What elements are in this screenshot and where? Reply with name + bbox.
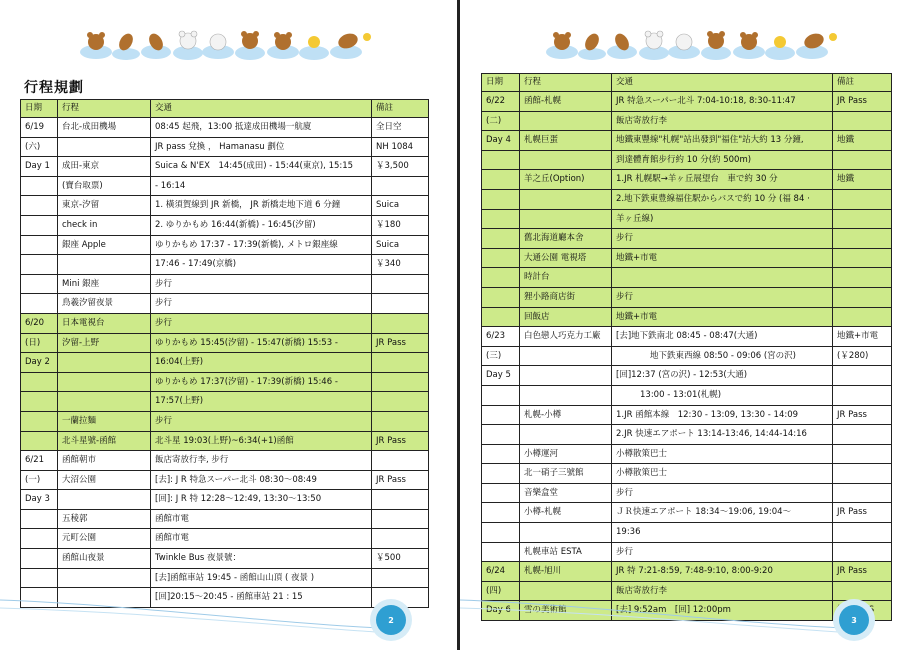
cell-notes: JR Pass [833, 405, 892, 425]
cell-notes: JR Pass [833, 92, 892, 112]
cell-date [21, 529, 58, 549]
cell-notes: ￥340 [372, 255, 429, 275]
cell-date [21, 392, 58, 412]
cell-itinerary: 狸小路商店街 [520, 287, 612, 307]
cell-transport: 步行 [612, 229, 833, 249]
cell-notes [372, 274, 429, 294]
cell-transport: 飯店寄放行李 [612, 111, 833, 131]
cell-date [482, 248, 520, 268]
cell-notes [833, 464, 892, 484]
cell-itinerary: 元町公園 [58, 529, 151, 549]
cell-transport: [回]: J R 特 12:28～12:49, 13:30～13:50 [151, 490, 372, 510]
cell-date [482, 150, 520, 170]
table-row [21, 137, 429, 157]
cell-date: Day 3 [21, 490, 58, 510]
cell-itinerary [58, 353, 151, 373]
cell-notes [833, 425, 892, 445]
cell-notes [372, 490, 429, 510]
header-transport: 交通 [612, 74, 833, 92]
header-notes: 備註 [372, 100, 429, 118]
cell-itinerary: 函館山夜景 [58, 549, 151, 569]
cell-transport: 13:00 - 13:01(札幌) [612, 385, 833, 405]
table-row [482, 385, 892, 405]
table-row [21, 255, 429, 275]
cell-itinerary: check in [58, 215, 151, 235]
cell-itinerary [520, 366, 612, 386]
table-row [21, 431, 429, 451]
cell-date [482, 189, 520, 209]
table-row [21, 157, 429, 177]
cell-transport: JR 特急スーパー北斗 7:04-10:18, 8:30-11:47 [612, 92, 833, 112]
cell-transport: 到達體育館步行約 10 分(約 500m) [612, 150, 833, 170]
cell-itinerary: 銀座 Apple [58, 235, 151, 255]
cell-notes [372, 353, 429, 373]
cell-transport: 16:04(上野) [151, 353, 372, 373]
cell-transport: 19:36 [612, 523, 833, 543]
cell-itinerary [520, 523, 612, 543]
cell-itinerary: 函館朝市 [58, 451, 151, 471]
cell-itinerary: (寶台取票) [58, 176, 151, 196]
page-number: 3 [839, 605, 869, 635]
cell-date: 6/20 [21, 313, 58, 333]
table-row [21, 294, 429, 314]
cell-itinerary [520, 209, 612, 229]
table-row [21, 529, 429, 549]
cell-notes: ￥180 [372, 215, 429, 235]
cell-date [482, 307, 520, 327]
cell-transport: [去]地下鉄南北 08:45 - 08:47(大通) [612, 327, 833, 347]
cell-notes [833, 209, 892, 229]
cell-date [21, 549, 58, 569]
cell-transport: 08:45 起飛，13:00 抵達成田機場一航廈 [151, 118, 372, 138]
cell-transport: ゆりかもめ 15:45(汐留) - 15:47(新橋) 15:53 - [151, 333, 372, 353]
cell-date [482, 268, 520, 288]
cell-transport: 地鐵東豐線"札幌"站出發到"福住"站大約 13 分鐘, [612, 131, 833, 151]
cell-transport: 2.地下鉄東豊線福住駅からバスで約 10 分 (福 84 · [612, 189, 833, 209]
cell-transport: - 16:14 [151, 176, 372, 196]
table-row [21, 470, 429, 490]
cell-itinerary: 鳥羲汐留夜景 [58, 294, 151, 314]
cell-transport: 2. ゆりかもめ 16:44(新橋) - 16:45(汐留) [151, 215, 372, 235]
cell-date: Day 2 [21, 353, 58, 373]
cell-transport: ＪＲ快速エアポート 18:34～19:06, 19:04～ [612, 503, 833, 523]
right-page [460, 0, 920, 650]
cell-notes: 全日空 [372, 118, 429, 138]
cell-transport: Twinkle Bus 夜景號： [151, 549, 372, 569]
table-header-row [482, 74, 892, 92]
cell-itinerary: 大沼公園 [58, 470, 151, 490]
cell-itinerary: 雪の美術館 [520, 601, 612, 621]
table-row [482, 444, 892, 464]
cell-itinerary: 台北-成田機場 [58, 118, 151, 138]
cell-notes [833, 229, 892, 249]
cell-date [21, 215, 58, 235]
cell-transport: 17:57(上野) [151, 392, 372, 412]
cell-itinerary [58, 137, 151, 157]
cell-date: (三) [482, 346, 520, 366]
table-row [482, 366, 892, 386]
cell-transport: JR pass 兌換 ， Hamanasu 劃位 [151, 137, 372, 157]
table-row [482, 405, 892, 425]
cell-date: (六) [21, 137, 58, 157]
cell-notes [833, 189, 892, 209]
cell-itinerary: 東京-汐留 [58, 196, 151, 216]
cell-date [21, 431, 58, 451]
cell-itinerary: 羊之丘(Option) [520, 170, 612, 190]
table-row [21, 196, 429, 216]
cell-date [482, 425, 520, 445]
cell-transport: 函館市電 [151, 529, 372, 549]
cell-transport: ゆりかもめ 17:37(汐留) - 17:39(新橋) 15:46 - [151, 372, 372, 392]
bear-clouds-decoration [544, 22, 844, 62]
cell-notes: 地鐵+市電 [833, 327, 892, 347]
cell-transport: 步行 [612, 287, 833, 307]
table-row [21, 333, 429, 353]
cell-date [482, 464, 520, 484]
cell-transport: JR 特 7:21-8:59, 7:48-9:10, 8:00-9:20 [612, 562, 833, 582]
table-row [482, 346, 892, 366]
cell-date [482, 542, 520, 562]
table-row [21, 176, 429, 196]
cell-notes [372, 372, 429, 392]
cell-notes: JR Pass [372, 333, 429, 353]
cell-date [21, 294, 58, 314]
cell-transport: 函館市電 [151, 509, 372, 529]
cell-transport: 1. 橫須賀線到 JR 新橋， JR 新橋走地下道 6 分鐘 [151, 196, 372, 216]
cell-date [21, 235, 58, 255]
cell-date [482, 523, 520, 543]
table-row [482, 248, 892, 268]
table-row [21, 509, 429, 529]
cell-transport: 步行 [151, 294, 372, 314]
cell-date [482, 483, 520, 503]
cell-transport: 1.JR 函館本線 12:30 - 13:09, 13:30 - 14:09 [612, 405, 833, 425]
cell-notes [833, 248, 892, 268]
table-header-row [21, 100, 429, 118]
cell-transport: 步行 [151, 411, 372, 431]
cell-notes [833, 307, 892, 327]
left-page [0, 0, 457, 650]
cell-itinerary: 成田-東京 [58, 157, 151, 177]
table-row [482, 92, 892, 112]
cell-transport: 步行 [612, 542, 833, 562]
cell-date: (日) [21, 333, 58, 353]
cell-notes: ￥500 [372, 549, 429, 569]
cell-date: 6/21 [21, 451, 58, 471]
cell-transport: 地鐵+市電 [612, 248, 833, 268]
table-row [21, 549, 429, 569]
cell-notes: Suica [372, 196, 429, 216]
cell-notes: 地鐵 [833, 131, 892, 151]
cell-itinerary [520, 150, 612, 170]
cell-date [21, 509, 58, 529]
cell-itinerary: 北斗星號-函館 [58, 431, 151, 451]
cell-date [21, 274, 58, 294]
itinerary-table-left [20, 99, 429, 608]
cell-itinerary: 一蘭拉麵 [58, 411, 151, 431]
cell-itinerary [58, 255, 151, 275]
table-row [21, 118, 429, 138]
table-row [482, 111, 892, 131]
cell-date [21, 196, 58, 216]
table-row [482, 483, 892, 503]
cell-itinerary: 回飯店 [520, 307, 612, 327]
cell-notes: JR Pass [833, 562, 892, 582]
table-row [21, 274, 429, 294]
cell-transport: Suica & N'EX 14:45(成田) - 15:44(東京), 15:15 [151, 157, 372, 177]
cell-date: 6/24 [482, 562, 520, 582]
cell-transport: [去] 9:52am [回] 12:00pm [612, 601, 833, 621]
cell-itinerary [520, 189, 612, 209]
cell-date [21, 255, 58, 275]
table-row [482, 307, 892, 327]
cell-date [482, 170, 520, 190]
cell-date: Day 1 [21, 157, 58, 177]
cell-notes [833, 385, 892, 405]
cell-date [482, 229, 520, 249]
cell-date [21, 176, 58, 196]
table-row [482, 229, 892, 249]
cell-transport: ゆりかもめ 17:37 - 17:39(新橋), メトロ銀座線 [151, 235, 372, 255]
cell-date [21, 372, 58, 392]
cell-date: (一) [21, 470, 58, 490]
cell-date [482, 444, 520, 464]
cell-date [482, 385, 520, 405]
cell-date: (四) [482, 581, 520, 601]
cell-notes [833, 150, 892, 170]
table-row [482, 464, 892, 484]
cell-notes [833, 366, 892, 386]
cell-date: 6/19 [21, 118, 58, 138]
cell-itinerary [58, 490, 151, 510]
page-heading: 行程規劃 [24, 80, 84, 96]
table-row [482, 327, 892, 347]
cell-transport: [去]函館車站 19:45 - 函館山山頂 ( 夜景 ) [151, 568, 372, 588]
cell-notes [372, 451, 429, 471]
cell-itinerary: 日本電視台 [58, 313, 151, 333]
cell-itinerary: 札幌車站 ESTA [520, 542, 612, 562]
cell-transport: [去]: J R 特急スーパー北斗 08:30～08:49 [151, 470, 372, 490]
bear-clouds-decoration [78, 22, 378, 62]
header-notes: 備註 [833, 74, 892, 92]
table-row [482, 209, 892, 229]
cell-date: Day 4 [482, 131, 520, 151]
cell-notes: NH 1084 [372, 137, 429, 157]
cell-transport: 步行 [151, 313, 372, 333]
cell-date: Day 5 [482, 366, 520, 386]
cell-notes [833, 111, 892, 131]
cell-itinerary: 音樂盒堂 [520, 483, 612, 503]
cell-itinerary: 札幌-旭川 [520, 562, 612, 582]
cell-itinerary: 札幌-小樽 [520, 405, 612, 425]
table-row [21, 353, 429, 373]
cell-transport: 飯店寄放行李 [612, 581, 833, 601]
cell-itinerary: Mini 銀座 [58, 274, 151, 294]
cell-transport: 小樽散策巴士 [612, 444, 833, 464]
page-number-badge [370, 599, 412, 641]
cell-notes [833, 268, 892, 288]
header-itinerary: 行程 [520, 74, 612, 92]
cell-itinerary [58, 392, 151, 412]
cell-notes: Suica [372, 235, 429, 255]
cell-date: 6/22 [482, 92, 520, 112]
table-row [482, 131, 892, 151]
cell-notes [833, 287, 892, 307]
cell-itinerary: 舊北海道廳本舍 [520, 229, 612, 249]
header-date: 日期 [482, 74, 520, 92]
cell-transport: 小樽散策巴士 [612, 464, 833, 484]
cell-transport: 北斗星 19:03(上野)~6:34(+1)函館 [151, 431, 372, 451]
cell-date: 6/23 [482, 327, 520, 347]
cell-itinerary [520, 385, 612, 405]
cell-notes: JR Pass [372, 431, 429, 451]
cell-transport: [回]20:15～20:45 - 函館車站 21 : 15 [151, 588, 372, 608]
cell-notes: (￥280) [833, 346, 892, 366]
table-row [21, 313, 429, 333]
cell-transport [612, 268, 833, 288]
cell-transport: 步行 [612, 483, 833, 503]
cell-itinerary [520, 346, 612, 366]
cell-itinerary: 時計台 [520, 268, 612, 288]
cell-notes [372, 313, 429, 333]
table-row [482, 287, 892, 307]
cell-transport: 17:46 - 17:49(京橋) [151, 255, 372, 275]
cell-itinerary: 小樽-札幌 [520, 503, 612, 523]
page-number: 2 [376, 605, 406, 635]
cell-notes [833, 523, 892, 543]
table-row [21, 372, 429, 392]
table-row [21, 411, 429, 431]
cell-notes [833, 542, 892, 562]
itinerary-table-right [481, 73, 892, 621]
page-number-badge [833, 599, 875, 641]
cell-transport: 地下鉄東西線 08:50 - 09:06 (宮の沢) [612, 346, 833, 366]
table-row [21, 215, 429, 235]
table-row [21, 235, 429, 255]
cell-notes [833, 483, 892, 503]
table-row [482, 150, 892, 170]
cell-notes: JR Pass [372, 470, 429, 490]
cell-transport: 地鐵+市電 [612, 307, 833, 327]
cell-itinerary [58, 372, 151, 392]
cell-notes [833, 444, 892, 464]
cell-transport: [回]12:37 (宮の沢) - 12:53(大通) [612, 366, 833, 386]
table-row [21, 392, 429, 412]
cell-date [482, 405, 520, 425]
cell-notes: ￥3,500 [372, 157, 429, 177]
table-row [482, 503, 892, 523]
cell-notes: 地鐵 [833, 170, 892, 190]
cell-notes [372, 529, 429, 549]
cell-notes [372, 509, 429, 529]
cell-itinerary: 北一硝子三號館 [520, 464, 612, 484]
cell-itinerary: 五稜郭 [58, 509, 151, 529]
table-row [21, 451, 429, 471]
cell-itinerary: 札幌巨蛋 [520, 131, 612, 151]
cell-notes [372, 392, 429, 412]
header-itinerary: 行程 [58, 100, 151, 118]
cell-date: Day 6 [482, 601, 520, 621]
cell-itinerary: 函館-札幌 [520, 92, 612, 112]
cell-notes [372, 294, 429, 314]
cell-itinerary [520, 425, 612, 445]
cell-date [482, 287, 520, 307]
table-row [482, 523, 892, 543]
cell-itinerary [520, 111, 612, 131]
cell-transport: 2.JR 快速エアポート 13:14-13:46, 14:44-14:16 [612, 425, 833, 445]
table-row [21, 490, 429, 510]
table-row [482, 562, 892, 582]
cell-itinerary: 白色戀人巧克力工廠 [520, 327, 612, 347]
cell-date [21, 411, 58, 431]
cell-transport: 步行 [151, 274, 372, 294]
table-row [482, 189, 892, 209]
cell-transport: 飯店寄放行李, 步行 [151, 451, 372, 471]
cell-notes [372, 176, 429, 196]
table-row [482, 170, 892, 190]
cell-itinerary: 小樽運河 [520, 444, 612, 464]
cell-transport: 1.JR 札幌駅→羊ヶ丘展望台 車で約 30 分 [612, 170, 833, 190]
cell-transport: 羊ヶ丘線) [612, 209, 833, 229]
cell-date [482, 503, 520, 523]
cell-notes [372, 411, 429, 431]
cell-itinerary: 汐留-上野 [58, 333, 151, 353]
cell-date [482, 209, 520, 229]
table-row [482, 425, 892, 445]
header-date: 日期 [21, 100, 58, 118]
cell-itinerary: 大通公園 電視塔 [520, 248, 612, 268]
table-row [482, 542, 892, 562]
table-row [482, 268, 892, 288]
cell-notes: JR Pass [833, 503, 892, 523]
header-transport: 交通 [151, 100, 372, 118]
cell-date: (二) [482, 111, 520, 131]
